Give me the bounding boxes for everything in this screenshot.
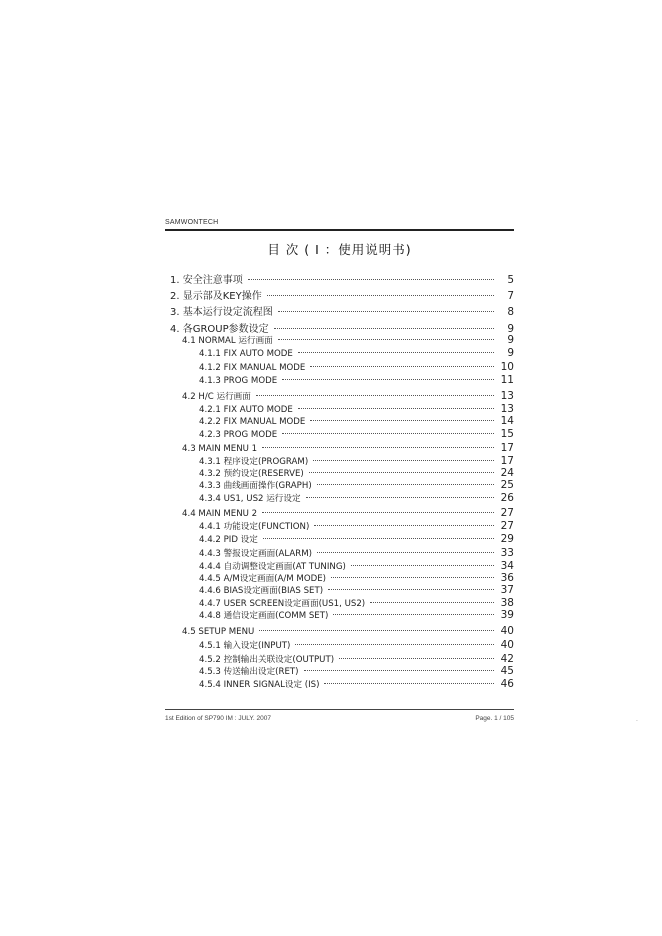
toc-dot-leader	[267, 295, 494, 296]
toc-entry-page: 5	[507, 274, 514, 286]
toc-entry[interactable]	[165, 361, 514, 373]
toc-entry-page: 7	[507, 290, 514, 302]
toc-entry[interactable]	[165, 665, 514, 677]
toc-entry-page: 29	[500, 533, 514, 545]
toc-entry-page: 46	[500, 678, 514, 690]
toc-dot-leader	[310, 366, 494, 367]
toc-entry[interactable]	[165, 455, 514, 467]
toc-dot-leader	[262, 512, 494, 513]
toc-entry-label: 4.2.3 PROG MODE	[199, 430, 278, 440]
toc-dot-leader	[282, 433, 494, 434]
toc-entry-page: 9	[507, 323, 514, 335]
toc-entry-label: 4.4.1 功能设定(FUNCTION)	[199, 522, 310, 532]
toc-entry[interactable]	[165, 403, 514, 415]
toc-dot-leader	[248, 279, 494, 280]
toc-entry[interactable]	[165, 533, 514, 545]
toc-entry[interactable]	[165, 479, 514, 491]
toc-entry-label: 4.5 SETUP MENU	[182, 627, 255, 637]
toc-entry-label: 4.3.4 US1, US2 运行设定	[199, 494, 301, 504]
toc-entry[interactable]	[165, 415, 514, 427]
toc-entry-page: 15	[500, 428, 514, 440]
toc-dot-leader	[324, 683, 494, 684]
page-title: 目 次 ( Ⅰ ：使用说明书)	[267, 242, 412, 257]
toc-entry-page: 33	[500, 547, 514, 559]
table-of-contents	[165, 0, 514, 936]
toc-entry-label: 4.4.7 USER SCREEN设定画面(US1, US2)	[199, 599, 366, 609]
toc-dot-leader	[282, 379, 494, 380]
toc-entry-label: 4.4.4 自动调整设定画面(AT TUNING)	[199, 562, 346, 572]
toc-dot-leader	[351, 565, 494, 566]
toc-entry-page: 10	[500, 361, 514, 373]
toc-entry-page: 24	[500, 467, 514, 479]
toc-entry[interactable]	[165, 334, 514, 346]
toc-entry-page: 17	[500, 442, 514, 454]
toc-entry-label: 4.4.2 PID 设定	[199, 535, 258, 545]
toc-entry[interactable]	[165, 520, 514, 532]
toc-dot-leader	[298, 352, 494, 353]
toc-entry-page: 26	[500, 492, 514, 504]
toc-entry-label: 4.1.3 PROG MODE	[199, 376, 278, 386]
stray-mark: .	[636, 716, 638, 723]
toc-entry-label: 4. 各GROUP参数设定	[170, 324, 269, 335]
toc-entry-label: 4.2.1 FIX AUTO MODE	[199, 405, 293, 415]
toc-entry[interactable]	[165, 271, 514, 286]
toc-entry[interactable]	[165, 287, 514, 302]
toc-entry-page: 25	[500, 479, 514, 491]
toc-entry-label: 4.4.6 BIAS设定画面(BIAS SET)	[199, 586, 324, 596]
toc-entry-page: 40	[500, 625, 514, 637]
toc-entry[interactable]	[165, 374, 514, 386]
toc-dot-leader	[256, 395, 494, 396]
toc-entry-page: 27	[500, 520, 514, 532]
toc-dot-leader	[331, 577, 494, 578]
toc-dot-leader	[317, 484, 494, 485]
footer-page-number: Page. 1 / 105	[475, 715, 514, 722]
toc-entry[interactable]	[165, 347, 514, 359]
toc-dot-leader	[310, 420, 494, 421]
toc-entry-label: 3. 基本运行设定流程图	[170, 307, 273, 318]
toc-dot-leader	[339, 658, 494, 659]
toc-entry-page: 13	[500, 390, 514, 402]
toc-dot-leader	[306, 497, 494, 498]
toc-entry[interactable]	[165, 584, 514, 596]
toc-entry-label: 4.2 H/C 运行画面	[182, 392, 251, 402]
toc-entry[interactable]	[165, 467, 514, 479]
toc-entry[interactable]	[165, 442, 514, 454]
toc-entry-label: 4.4 MAIN MENU 2	[182, 509, 258, 519]
footer-edition: 1st Edition of SP790 IM : JULY. 2007	[165, 715, 271, 722]
toc-dot-leader	[259, 630, 494, 631]
toc-dot-leader	[333, 614, 494, 615]
toc-entry-label: 4.5.1 输入设定(INPUT)	[199, 641, 291, 651]
toc-entry[interactable]	[165, 572, 514, 584]
toc-dot-leader	[278, 339, 494, 340]
toc-entry-page: 40	[500, 639, 514, 651]
toc-dot-leader	[370, 602, 494, 603]
toc-entry-label: 4.1.2 FIX MANUAL MODE	[199, 363, 306, 373]
toc-dot-leader	[278, 311, 494, 312]
toc-entry-label: 4.4.8 通信设定画面(COMM SET)	[199, 611, 329, 621]
toc-entry-label: 4.5.3 传送输出设定(RET)	[199, 667, 299, 677]
toc-entry[interactable]	[165, 625, 514, 637]
toc-entry[interactable]	[165, 639, 514, 651]
toc-dot-leader	[295, 644, 494, 645]
toc-entry-page: 9	[507, 347, 514, 359]
toc-entry-page: 45	[500, 665, 514, 677]
toc-dot-leader	[309, 472, 494, 473]
toc-entry-page: 14	[500, 415, 514, 427]
toc-entry-label: 4.3.2 预约设定(RESERVE)	[199, 469, 304, 479]
toc-entry-label: 4.1 NORMAL 运行画面	[182, 336, 273, 346]
toc-entry-page: 27	[500, 507, 514, 519]
toc-entry[interactable]	[165, 560, 514, 572]
toc-dot-leader	[313, 460, 494, 461]
toc-entry[interactable]	[165, 653, 514, 665]
toc-entry-label: 4.2.2 FIX MANUAL MODE	[199, 417, 306, 427]
toc-dot-leader	[314, 525, 494, 526]
footer-rule	[165, 709, 514, 710]
toc-entry-label: 4.4.3 警报设定画面(ALARM)	[199, 549, 312, 559]
toc-entry[interactable]	[165, 609, 514, 621]
toc-entry[interactable]	[165, 428, 514, 440]
toc-entry[interactable]	[165, 507, 514, 519]
toc-entry-label: 2. 显示部及KEY操作	[170, 291, 262, 302]
toc-entry-page: 37	[500, 584, 514, 596]
toc-entry-page: 38	[500, 597, 514, 609]
toc-entry-label: 4.3.1 程序设定(PROGRAM)	[199, 457, 309, 467]
toc-entry[interactable]	[165, 597, 514, 609]
toc-entry[interactable]	[165, 390, 514, 402]
toc-entry-label: 4.3.3 曲线画面操作(GRAPH)	[199, 481, 312, 491]
toc-dot-leader	[298, 408, 494, 409]
toc-entry-label: 4.1.1 FIX AUTO MODE	[199, 349, 293, 359]
toc-entry-page: 11	[500, 374, 514, 386]
toc-entry-page: 17	[500, 455, 514, 467]
toc-dot-leader	[263, 538, 494, 539]
toc-entry-label: 4.3 MAIN MENU 1	[182, 444, 258, 454]
toc-entry[interactable]	[165, 320, 514, 335]
toc-entry[interactable]	[165, 547, 514, 559]
toc-entry[interactable]	[165, 303, 514, 318]
toc-dot-leader	[262, 447, 494, 448]
toc-entry-page: 42	[500, 653, 514, 665]
toc-entry-page: 8	[507, 306, 514, 318]
toc-entry-page: 36	[500, 572, 514, 584]
toc-entry-page: 9	[507, 334, 514, 346]
toc-dot-leader	[328, 589, 494, 590]
toc-entry[interactable]	[165, 492, 514, 504]
toc-entry-page: 39	[500, 609, 514, 621]
toc-entry-label: 4.4.5 A/M设定画面(A/M MODE)	[199, 574, 327, 584]
toc-dot-leader	[317, 552, 494, 553]
toc-entry[interactable]	[165, 678, 514, 690]
toc-entry-label: 1. 安全注意事项	[170, 275, 243, 286]
toc-entry-label: 4.5.2 控制输出关联设定(OUTPUT)	[199, 655, 335, 665]
toc-dot-leader	[304, 670, 494, 671]
toc-entry-page: 34	[500, 560, 514, 572]
toc-entry-label: 4.5.4 INNER SIGNAL设定 (IS)	[199, 680, 320, 690]
header-company: SAMWONTECH	[165, 219, 219, 226]
toc-dot-leader	[274, 328, 494, 329]
toc-entry-page: 13	[500, 403, 514, 415]
